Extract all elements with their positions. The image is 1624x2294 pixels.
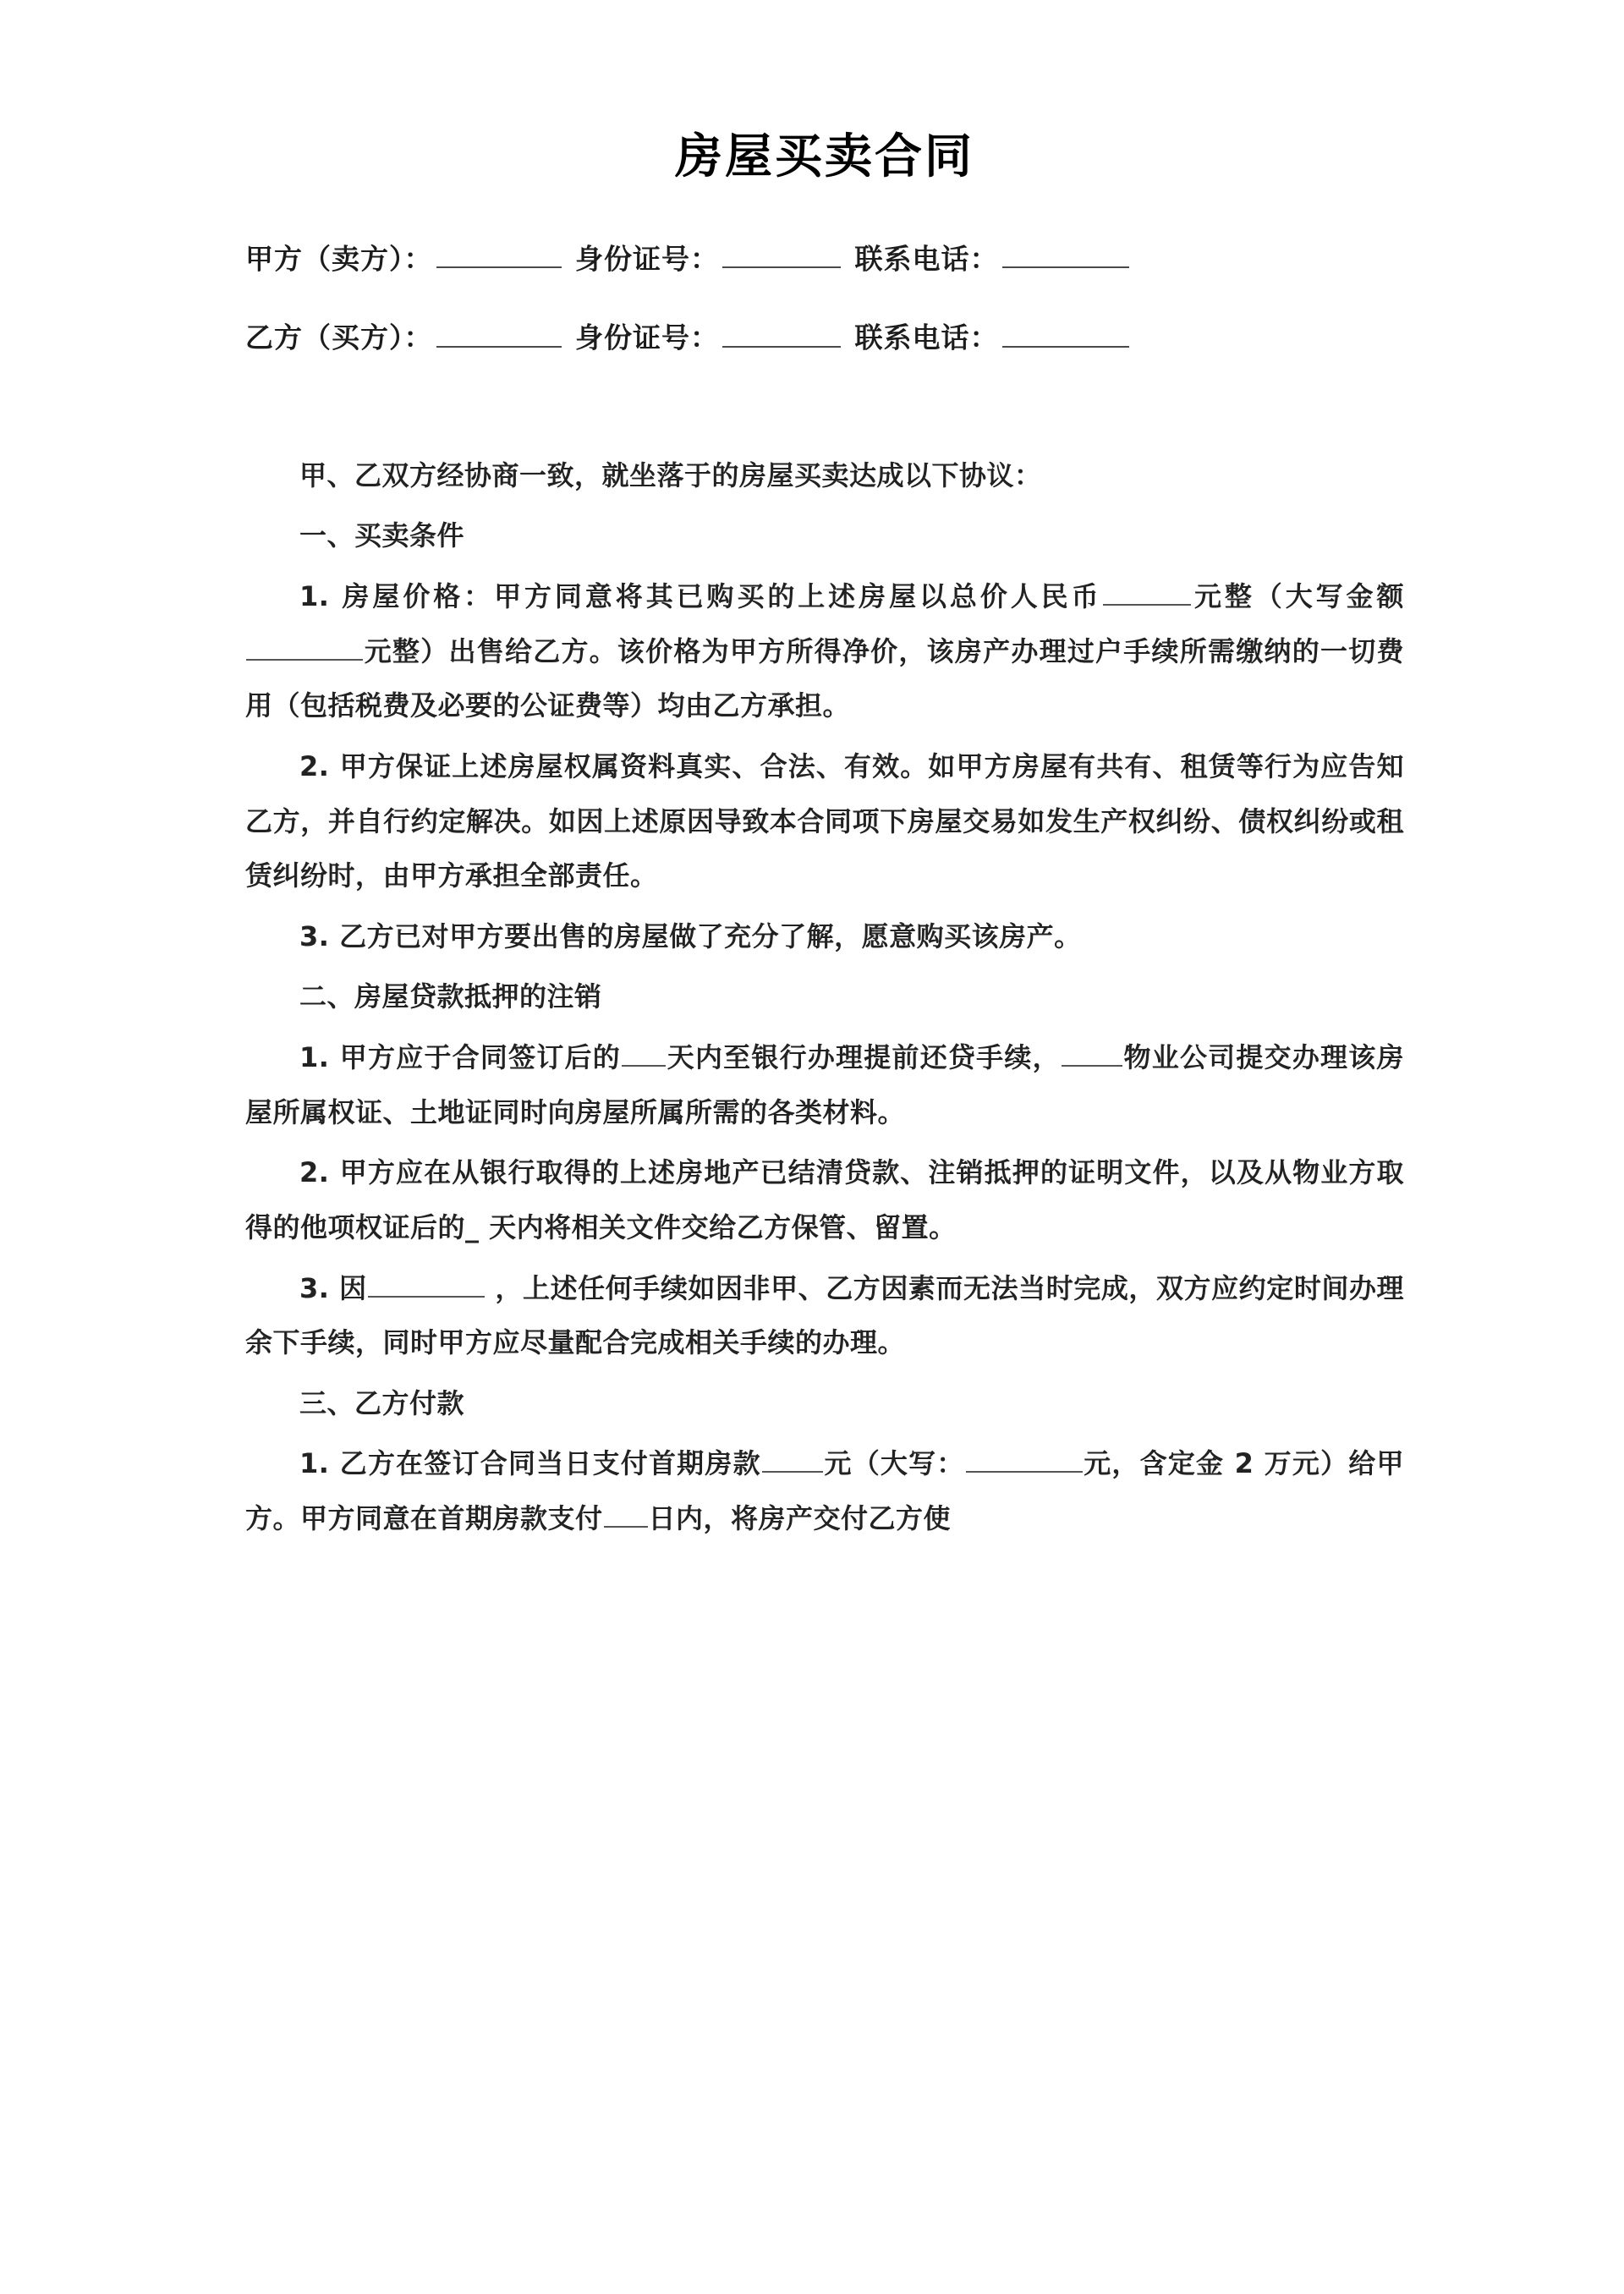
buyer-id-blank[interactable] — [722, 316, 841, 348]
item-text-part-4: 日内，将房产交付乙方使 — [648, 1502, 952, 1535]
item-number: 2. — [299, 1156, 330, 1189]
seller-id-label: 身份证号： — [575, 242, 719, 276]
item-text-part-1: 甲方应于合同签订后的 — [339, 1041, 621, 1074]
spacer — [245, 396, 1404, 448]
item-text: 甲方应在从银行取得的上述房地产已结清贷款、注销抵押的证明文件，以及从物业方取得的他项权证后的_ 天内将相关文件交给乙方保管、留置。 — [245, 1156, 1404, 1243]
item-text: 乙方已对甲方要出售的房屋做了充分了解，愿意购买该房产。 — [339, 919, 1082, 952]
property-company-blank[interactable] — [1062, 1038, 1122, 1067]
item-number: 1. — [299, 1447, 330, 1480]
section-3-item-1 — [245, 1436, 1404, 1545]
item-text-part-1: 因 — [339, 1271, 367, 1304]
buyer-phone-blank[interactable] — [1002, 316, 1129, 348]
buyer-phone-label: 联系电话： — [854, 321, 999, 354]
party-row-buyer — [245, 316, 1404, 358]
down-payment-blank[interactable] — [762, 1444, 823, 1473]
item-text: 甲方保证上述房屋权属资料真实、合法、有效。如甲方房屋有共有、租赁等行为应告知乙方，并自行约定解决。如因上述原因导致本合同项下房屋交易如发生产权纠纷、债权纠纷或租赁纠纷时，由甲方承担全部责任。 — [245, 749, 1404, 892]
buyer-role-label: 乙方（买方）： — [245, 321, 433, 354]
document-body — [245, 127, 1404, 1552]
item-number: 3. — [299, 919, 330, 952]
item-text-part-2: 元整（大写金额 — [1191, 580, 1404, 613]
reason-blank[interactable] — [368, 1269, 485, 1298]
section-1-item-1 — [245, 569, 1404, 733]
section-1-item-3 — [245, 909, 1404, 964]
item-text-part-3: 元，含定金 2 万元）给甲方。甲方同意在首期房款支付 — [245, 1447, 1404, 1535]
item-text-part-2: 元（大写： — [823, 1447, 965, 1480]
item-text-part-1: 乙方在签订合同当日支付首期房款 — [339, 1447, 761, 1480]
buyer-name-blank[interactable] — [436, 316, 562, 348]
section-heading-3: 三、乙方付款 — [299, 1386, 465, 1419]
item-text-part-3: 物业公司提交办理该房屋所属权证、土地证同时向房屋所属所需的各类材料。 — [245, 1041, 1404, 1128]
repayment-days-blank[interactable] — [622, 1038, 666, 1067]
down-payment-words-blank[interactable] — [966, 1444, 1083, 1473]
seller-role-label: 甲方（卖方）： — [245, 242, 433, 276]
item-number: 2. — [299, 749, 330, 782]
item-text-part-3: 元整）出售给乙方。该价格为甲方所得净价，该房产办理过户手续所需缴纳的一切费用（包括税费及必要的公证费等）均由乙方承担。 — [245, 634, 1404, 722]
total-price-blank[interactable] — [1103, 577, 1191, 606]
total-price-words-blank[interactable] — [246, 632, 363, 661]
item-text-part-1: 房屋价格：甲方同意将其已购买的上述房屋以总价人民币 — [342, 580, 1102, 613]
section-2-item-1 — [245, 1030, 1404, 1139]
buyer-id-label: 身份证号： — [575, 321, 719, 354]
item-text-part-2: ，上述任何手续如因非甲、乙方因素而无法当时完成，双方应约定时间办理余下手续，同时甲方应尽量配合完成相关手续的办理。 — [245, 1271, 1405, 1359]
seller-phone-blank[interactable] — [1002, 238, 1129, 269]
section-heading-2: 二、房屋贷款抵押的注销 — [299, 980, 602, 1013]
section-2-item-2 — [245, 1145, 1404, 1254]
section-1-item-2 — [245, 739, 1404, 903]
item-number: 3. — [299, 1271, 330, 1304]
section-heading-1: 一、买卖条件 — [299, 519, 465, 552]
section-2-item-3 — [245, 1261, 1404, 1370]
seller-id-blank[interactable] — [722, 238, 841, 269]
intro-paragraph: 甲、乙双方经协商一致，就坐落于的房屋买卖达成以下协议： — [299, 458, 1042, 491]
item-number: 1. — [299, 1041, 330, 1074]
item-text-part-2: 天内至银行办理提前还贷手续， — [667, 1041, 1061, 1074]
party-row-seller — [245, 238, 1404, 279]
item-number: 1. — [299, 580, 330, 613]
seller-name-blank[interactable] — [436, 238, 562, 269]
document-title: 房屋买卖合同 — [675, 129, 974, 184]
seller-phone-label: 联系电话： — [854, 242, 999, 276]
handover-days-blank[interactable] — [604, 1499, 648, 1528]
